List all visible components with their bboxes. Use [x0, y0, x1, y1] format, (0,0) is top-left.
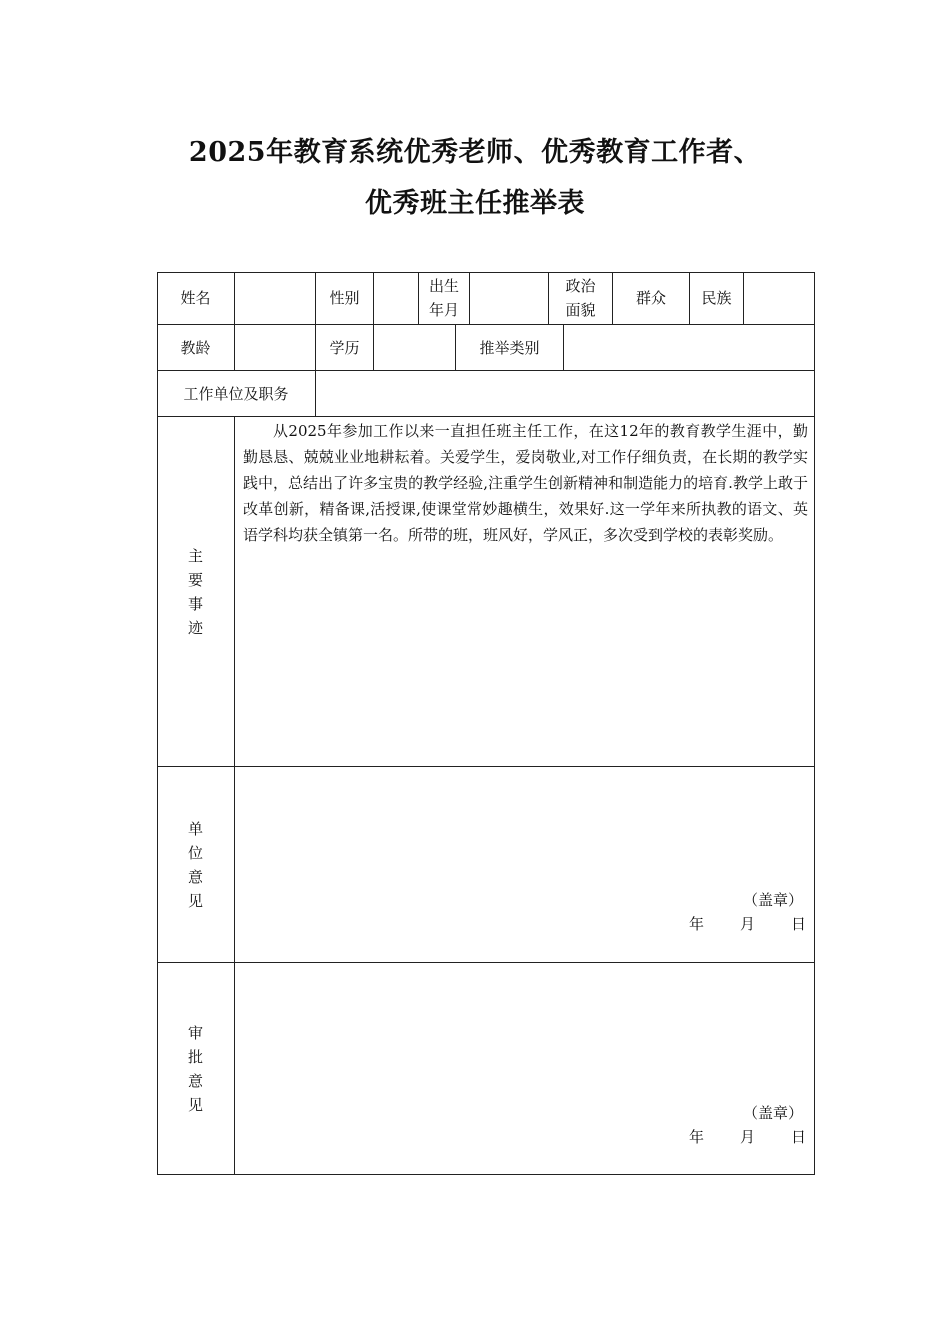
unit-opinion-label-char: 单 — [187, 819, 203, 838]
unit-opinion-label-char: 位 — [187, 843, 203, 862]
approval-opinion-seal: （盖章） — [743, 1104, 804, 1122]
form-title-line2: 优秀班主任推举表 — [365, 188, 585, 219]
birth-date-label — [419, 272, 469, 324]
date-day: 日 — [791, 915, 807, 933]
recommendation-category-label: 推举类别 — [479, 338, 540, 357]
political-status-label — [549, 272, 612, 324]
recommendation-category-field[interactable] — [564, 325, 814, 370]
date-year: 年 — [689, 915, 705, 933]
ethnicity-field[interactable] — [744, 272, 814, 324]
birth-label-line1: 出生 — [428, 277, 459, 295]
unit-opinion-label-char: 见 — [187, 891, 203, 910]
education-label: 学历 — [329, 338, 360, 357]
unit-opinion-date — [689, 913, 806, 934]
approval-opinion-label-char: 意 — [187, 1071, 203, 1090]
political-label-line1: 政治 — [565, 277, 596, 295]
ethnicity-label: 民族 — [701, 289, 732, 307]
approval-opinion-date — [689, 1126, 806, 1147]
name-field[interactable] — [235, 272, 315, 324]
education-field[interactable] — [374, 325, 455, 370]
teaching-years-label: 教龄 — [180, 338, 211, 357]
teaching-years-field[interactable] — [235, 325, 315, 370]
main-deeds-label — [157, 417, 234, 766]
deeds-label-char: 要 — [187, 570, 203, 589]
approval-opinion-label — [157, 963, 234, 1174]
gender-label: 性别 — [329, 289, 360, 307]
birth-date-field[interactable] — [470, 272, 548, 324]
unit-opinion-label — [157, 767, 234, 962]
recommendation-form-table — [157, 272, 815, 1175]
gender-field[interactable] — [374, 272, 418, 324]
date-month: 月 — [740, 1128, 756, 1146]
approval-opinion-label-char: 批 — [187, 1047, 203, 1066]
birth-label-line2: 年月 — [428, 301, 459, 319]
form-title-line1: 2025年教育系统优秀老师、优秀教育工作者、 — [188, 137, 762, 168]
deeds-label-char: 事 — [187, 594, 203, 613]
unit-opinion-label-char: 意 — [187, 867, 203, 886]
approval-opinion-label-char: 见 — [187, 1095, 203, 1114]
date-year: 年 — [689, 1128, 705, 1146]
date-day: 日 — [791, 1128, 807, 1146]
main-deeds-text[interactable]: 从2025年参加工作以来一直担任班主任工作，在这12年的教育教学生涯中，勤勤恳恳、兢兢业业地耕耘着。关爱学生，爱岗敬业,对工作仔细负责，在长期的教学实践中，总结出了许多宝贵的教学经验,注重学生创新精神和制造能力的培育.教学上敢于改革创新，精备课,活授课,使课堂常妙趣横生，效果好.这一学年来所执教的语文、英语学科均获全镇第一名。所带的班，班风好，学风正，多次受到学校的表彰奖励。 — [243, 422, 808, 544]
deeds-label-char: 主 — [187, 546, 203, 565]
deeds-label-char: 迹 — [187, 618, 203, 637]
political-label-line2: 面貌 — [565, 301, 596, 319]
approval-opinion-label-char: 审 — [187, 1023, 203, 1042]
name-label: 姓名 — [180, 289, 211, 307]
unit-opinion-seal: （盖章） — [743, 891, 804, 909]
workplace-position-field[interactable] — [316, 371, 814, 416]
date-month: 月 — [740, 915, 756, 933]
political-status-field[interactable]: 群众 — [635, 289, 666, 307]
workplace-position-label: 工作单位及职务 — [183, 384, 289, 403]
